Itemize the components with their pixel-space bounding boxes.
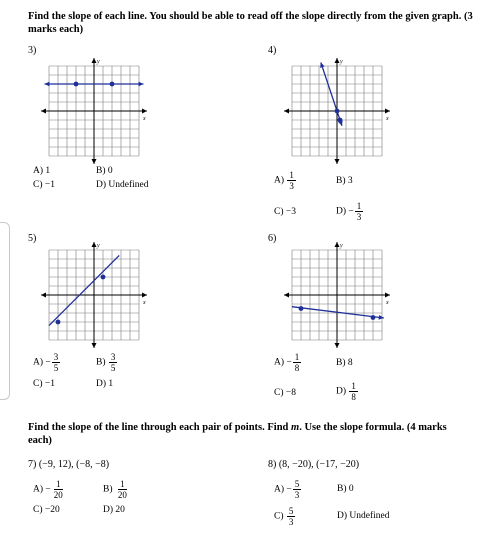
question-4-choice-b[interactable]: B) 3 [336,176,353,186]
question-3-graph [39,56,149,166]
question-7-choice-b-label: B) [103,484,113,495]
instructions-slope-from-graph: Find the slope of each line. You should be able to read off the slope directly from the given graph. (3 marks each) [28,11,473,35]
question-3-choice-b[interactable]: B) 0 [96,166,113,176]
graph-line-arrow-start [320,62,325,68]
graph-point [56,320,61,325]
question-4-choice-c[interactable]: C) −3 [274,207,296,217]
question-7-choice-a-sign: − [45,484,51,495]
question-6-choice-a-label: A) [274,357,285,368]
question-4-choice-d[interactable] [336,201,364,222]
y-axis-arrow-up [92,58,97,63]
question-7-choice-d[interactable]: D) 20 [103,505,125,515]
question-6-choice-b[interactable]: B) 8 [336,358,353,368]
question-7-choice-a-label: A) [33,484,44,495]
question-5-choice-b-fraction: $\frac{3}{5}$ [110,352,116,373]
question-4-choice-d-fraction: $\frac{1}{3}$ [356,201,362,222]
graph-point [371,315,376,320]
question-6-choice-a-fraction: $\frac{1}{8}$ [294,352,300,373]
question-4-choice-d-sign: − [348,206,354,217]
question-5-choice-a-sign: − [45,357,51,368]
question-8-choice-c-label: C) [274,511,284,522]
question-5-choice-b[interactable] [96,352,118,373]
question-5-choice-a-label: A) [33,357,44,368]
question-7-choice-c[interactable]: C) −20 [33,505,60,515]
question-6-choice-a-sign: − [286,357,292,368]
slope-variable-m: m [291,422,300,433]
graph-line-arrow-end [139,82,144,87]
question-8-choice-b[interactable]: B) 0 [337,484,354,494]
y-axis-arrow-down [92,159,97,164]
question-7-choice-a-fraction: $\frac{1}{20}$ [53,479,63,500]
question-8-points: (8, −20), (−17, −20) [278,459,360,470]
y-axis-arrow-up [335,242,340,247]
graph-point [338,118,343,123]
y-axis-label: y [97,243,100,249]
instructions-slope-formula: Find the slope of the line through each pair of points. Find m. Use the slope formula. (4 marks each) [28,422,447,446]
question-7-choice-a[interactable] [33,479,66,500]
question-6-choice-d[interactable] [336,381,359,402]
x-axis-arrow-right [142,109,147,114]
x-axis-arrow-left [284,293,289,298]
question-6-graph [282,240,392,350]
question-8-prompt [268,459,359,470]
question-8-choice-c-fraction: $\frac{5}{3}$ [288,506,294,527]
graph-point [101,275,106,280]
question-4-graph [282,56,392,166]
question-3-choice-c[interactable]: C) −1 [33,180,55,190]
graph-line [292,307,384,318]
question-4-choice-d-label: D) [336,206,347,217]
question-6-number: 6) [268,233,277,244]
question-5-choice-a[interactable] [33,352,61,373]
graph-point [74,82,79,87]
x-axis-arrow-left [41,109,46,114]
question-8-choice-d[interactable]: D) Undefined [337,511,390,521]
x-axis-arrow-right [385,109,390,114]
x-axis-label: x [143,116,146,122]
graph-point [335,109,340,114]
question-5-graph [39,240,149,350]
question-5-choice-d[interactable]: D) 1 [96,379,114,389]
x-axis-arrow-right [142,293,147,298]
y-axis-label: y [340,243,343,249]
question-6-choice-a[interactable] [274,352,302,373]
x-axis-label: x [143,300,146,306]
question-5-choice-b-label: B) [96,357,106,368]
graph-line-arrow-start [45,82,50,87]
graph-line [49,255,119,325]
y-axis-arrow-down [335,343,340,348]
x-axis-arrow-left [41,293,46,298]
y-axis-label: y [97,59,100,65]
question-8-choice-a-fraction: $\frac{5}{3}$ [294,479,300,500]
question-3-choice-d[interactable]: D) Undefined [96,180,149,190]
question-7-prompt [28,459,109,470]
y-axis-arrow-up [92,242,97,247]
question-7-points: (−9, 12), (−8, −8) [38,459,110,470]
question-3-number: 3) [28,45,37,56]
y-axis-arrow-down [92,343,97,348]
question-5-number: 5) [28,233,37,244]
graph-point [299,306,304,311]
question-6-choice-d-label: D) [336,386,347,397]
y-axis-arrow-up [335,58,340,63]
question-5-choice-a-fraction: $\frac{3}{5}$ [53,352,59,373]
question-4-choice-a-label: A) [274,175,285,186]
left-edge-panel [0,222,10,400]
x-axis-label: x [386,116,389,122]
question-3-choice-a[interactable]: A) 1 [33,166,51,176]
y-axis-label: y [340,59,343,65]
question-8-choice-a-label: A) [274,484,285,495]
question-5-choice-c[interactable]: C) −1 [33,379,55,389]
question-8-choice-a-sign: − [286,484,292,495]
question-7-number: 7) [28,459,37,470]
x-axis-arrow-right [385,293,390,298]
x-axis-arrow-left [284,109,289,114]
x-axis-label: x [386,300,389,306]
question-4-choice-a-fraction: $\frac{1}{3}$ [289,170,294,191]
y-axis-arrow-down [335,159,340,164]
question-4-number: 4) [268,45,277,56]
question-4-choice-a[interactable] [274,170,297,191]
graph-line [321,62,342,125]
graph-point [110,82,115,87]
question-8-choice-a[interactable] [274,479,302,500]
question-8-choice-c[interactable] [274,506,296,527]
question-7-choice-b-fraction: $\frac{1}{20}$ [117,479,127,500]
question-6-choice-c[interactable]: C) −8 [274,388,296,398]
question-6-choice-d-fraction: $\frac{1}{8}$ [351,381,356,402]
question-8-number: 8) [268,459,277,470]
question-7-choice-b[interactable] [103,479,130,500]
